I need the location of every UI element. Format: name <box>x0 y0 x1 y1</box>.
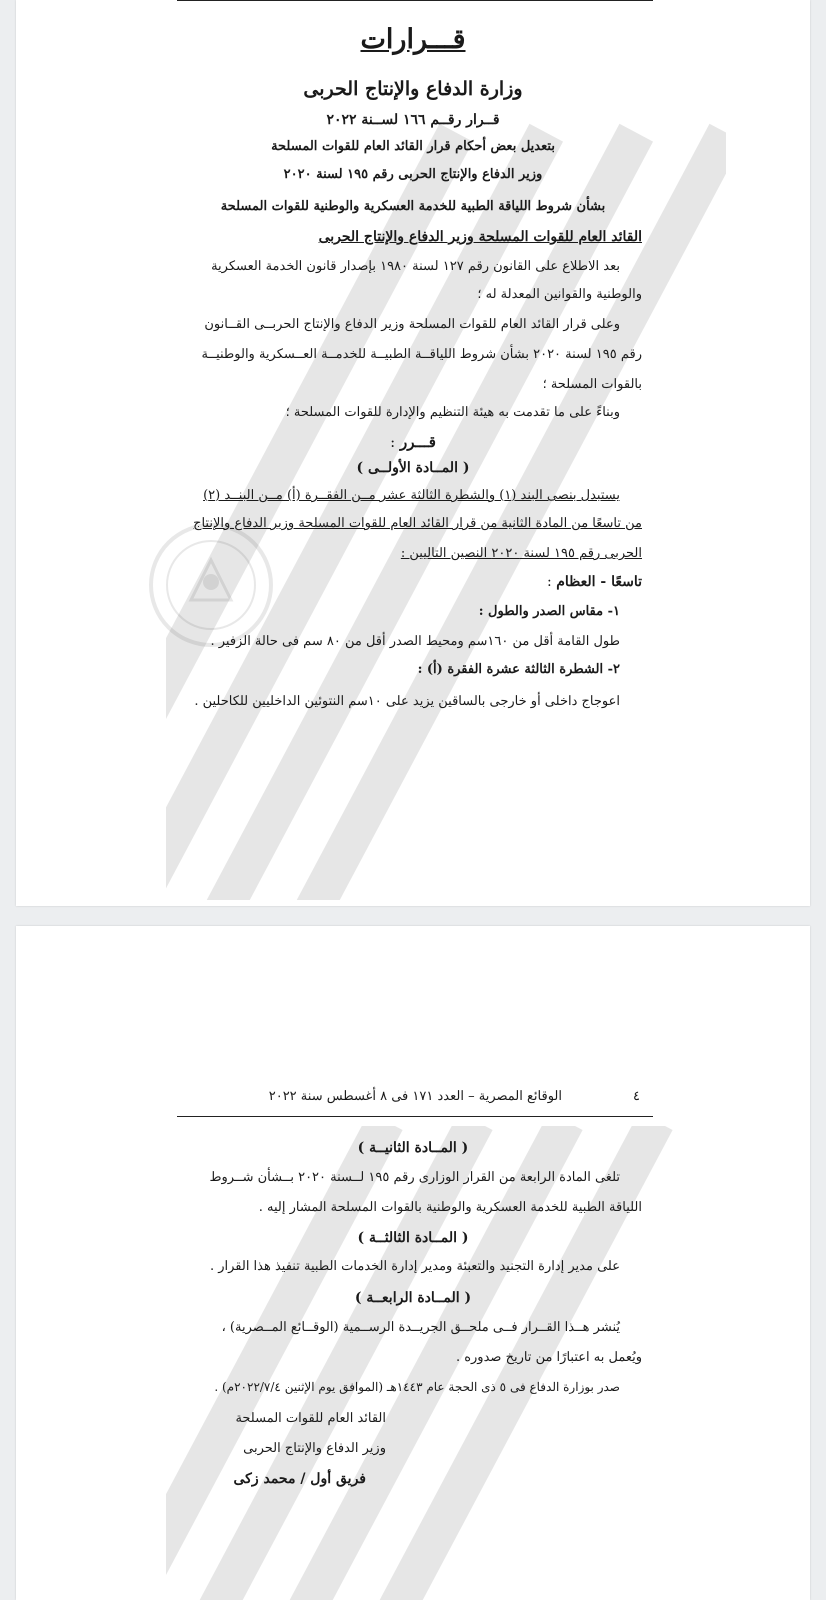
preamble-line: بالقوات المسلحة ؛ <box>542 377 642 392</box>
preamble-line: وبناءً على ما تقدمت به هيئة التنظيم والإدارة للقوات المسلحة ؛ <box>285 405 620 420</box>
page-2-content <box>16 926 810 1600</box>
signature-line: وزير الدفاع والإنتاج الحربى <box>243 1441 386 1456</box>
item-1-text: طول القامة أقل من ١٦٠سم ومحيط الصدر أقل من ٨٠ سم فى حالة الزفير . <box>210 634 620 649</box>
decided-text: قـــرر <box>399 433 436 451</box>
header-title: الوقائع المصرية – العدد ١٧١ فى ٨ أغسطس سنة ٢٠٢٢ <box>268 1089 562 1104</box>
article-4-line: ويُعمل به اعتبارًا من تاريخ صدوره . <box>455 1350 642 1365</box>
item-1-title: ١- مقاس الصدر والطول : <box>478 604 620 619</box>
preamble-line: والوطنية والقوانين المعدلة له ؛ <box>477 287 642 302</box>
article-3-text: على مدير إدارة التجنيد والتعبئة ومدير إدارة الخدمات الطبية تنفيذ هذا القرار . <box>209 1259 620 1274</box>
article-2-title: ( المــادة الثانيــة ) <box>357 1140 469 1156</box>
document-page-1 <box>16 0 810 906</box>
subtitle-line: بشأن شروط اللياقة الطبية للخدمة العسكرية والوطنية للقوات المسلحة <box>220 199 606 214</box>
preamble-line: رقم ١٩٥ لسنة ٢٠٢٠ بشأن شروط اللياقــة الطبيــة للخدمــة العــسكرية والوطنيــة <box>201 347 642 362</box>
preamble-line: بعد الاطلاع على القانون رقم ١٢٧ لسنة ١٩٨٠ بإصدار قانون الخدمة العسكرية <box>211 259 620 274</box>
signer-name: فريق أول / محمد زكى <box>233 1471 366 1487</box>
running-header <box>170 1087 640 1107</box>
article-2-line: تلغى المادة الرابعة من القرار الوزارى رقم ١٩٥ لــسنة ٢٠٢٠ بــشأن شــروط <box>209 1170 620 1185</box>
article-1-line: الحربى رقم ١٩٥ لسنة ٢٠٢٠ النصين التاليين : <box>400 546 642 561</box>
header-page-number: ٤ <box>633 1089 640 1104</box>
article-1-line: من تاسعًا من المادة الثانية من قرار القائد العام للقوات المسلحة وزير الدفاع والإنتاج <box>193 516 642 531</box>
decided-colon: : <box>390 433 396 451</box>
ninth-label: تاسعًا - العظام <box>556 574 642 590</box>
article-3-title: ( المــادة الثالثــة ) <box>357 1230 469 1246</box>
article-1-line: يستبدل بنصى البند (١) والشطرة الثالثة عشر مــن الفقــرة (أ) مــن البنــد (٢) <box>203 488 620 503</box>
article-4-title: ( المــادة الرابعــة ) <box>354 1290 472 1306</box>
preamble-line: وعلى قرار القائد العام للقوات المسلحة وزير الدفاع والإنتاج الحربــى القــانون <box>204 317 620 332</box>
item-2-title: ٢- الشطرة الثالثة عشرة الفقرة (أ) : <box>417 662 620 677</box>
issued-date: صدر بوزارة الدفاع فى ٥ ذى الحجة عام ١٤٤٣هـ (الموافق يوم الإثنين ٢٠٢٢/٧/٤م) . <box>214 1380 620 1394</box>
ministry-title: وزارة الدفاع والإنتاج الحربى <box>303 78 523 100</box>
page-1-content <box>16 0 810 906</box>
subtitle-line: وزير الدفاع والإنتاج الحربى رقم ١٩٥ لسنة ٢٠٢٠ <box>283 167 543 182</box>
document-page-2 <box>16 926 810 1600</box>
article-2-line: اللياقة الطبية للخدمة العسكرية والوطنية بالقوات المسلحة المشار إليه . <box>258 1200 642 1215</box>
decided-label <box>16 432 810 452</box>
issuer-title: القائد العام للقوات المسلحة وزير الدفاع والإنتاج الحربى <box>318 229 642 245</box>
ninth-heading <box>168 573 642 591</box>
header-rule <box>177 1116 653 1117</box>
ninth-colon: : <box>547 574 552 590</box>
section-heading: قـــرارات <box>360 24 466 55</box>
subtitle-line: بتعديل بعض أحكام قرار القائد العام للقوات المسلحة <box>271 139 555 154</box>
article-4-line: يُنشر هــذا القــرار فــى ملحــق الجريــدة الرســمية (الوقــائع المــصرية) ، <box>221 1320 620 1335</box>
decree-number: قــرار رقــم ١٦٦ لســنة ٢٠٢٢ <box>326 112 500 128</box>
article-1-title: ( المــادة الأولــى ) <box>356 460 470 476</box>
item-2-text: اعوجاج داخلى أو خارجى بالساقين يزيد على ١٠سم النتوئين الداخليين للكاحلين . <box>194 694 620 709</box>
signature-line: القائد العام للقوات المسلحة <box>235 1411 386 1426</box>
